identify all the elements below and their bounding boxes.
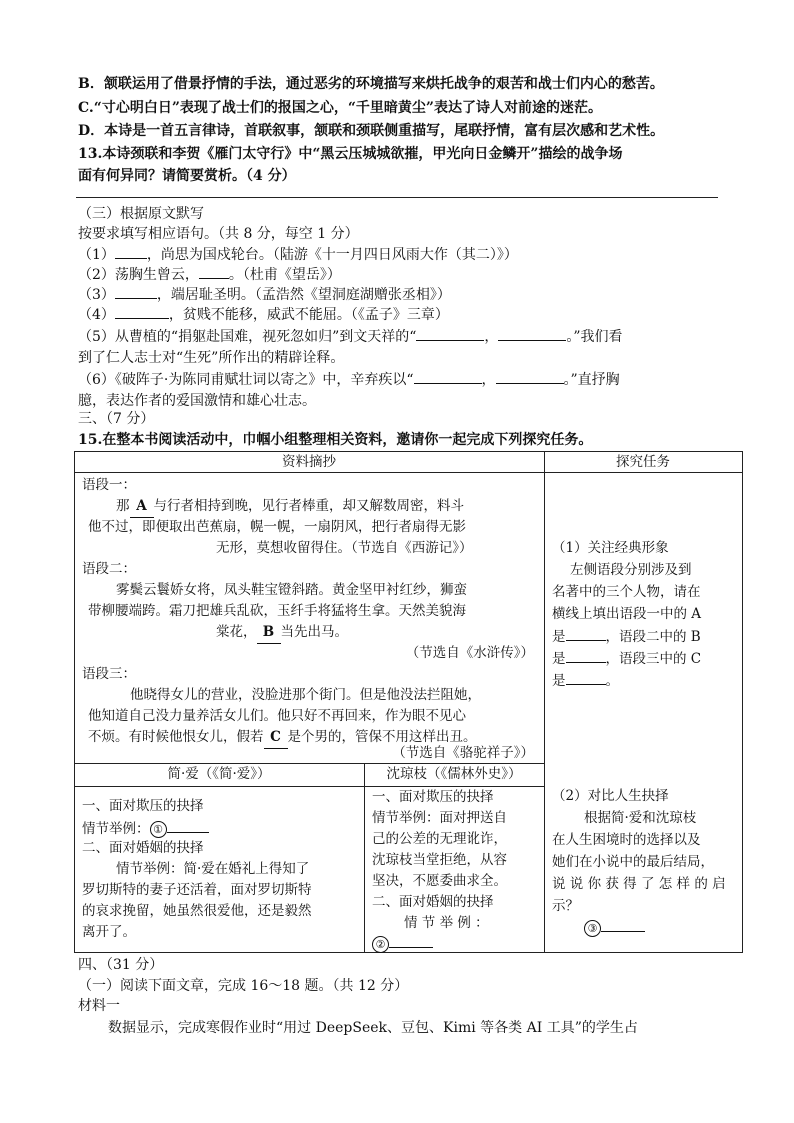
table-header-excerpts: 资料摘抄 bbox=[282, 454, 336, 470]
dictation-blank[interactable] bbox=[496, 369, 564, 384]
blank-C[interactable]: C bbox=[264, 727, 288, 749]
circle-1: ① bbox=[150, 821, 167, 838]
dictation-item-1: （1） ，尚思为国戍轮台。（陆游《十一月四日风雨大作（其二）》） bbox=[78, 244, 518, 265]
material-1-label: 材料一 bbox=[78, 998, 120, 1014]
dictation-blank[interactable] bbox=[498, 326, 566, 341]
option-b: B．颔联运用了借景抒情的手法，通过恶劣的环境描写来烘托战争的艰苦和战士们内心的愁苦。 bbox=[78, 76, 664, 92]
part4-subheading: （一）阅读下面文章，完成 16～18 题。（共 12 分） bbox=[78, 978, 409, 994]
jane-line1: 一、面对欺压的抉择 bbox=[82, 798, 204, 814]
segment-1-line1: 那 A 与行者相持到晚，见行者棒重，却又解数周密，料斗 bbox=[116, 496, 464, 518]
dictation-item-6: （6）《破阵子·为陈同甫赋壮词以寄之》中，辛弃疾以“ ， 。”直抒胸 bbox=[78, 369, 620, 390]
question-13-line2: 面有何异同？请简要赏析。（4 分） bbox=[78, 168, 296, 184]
answer-line bbox=[76, 197, 718, 198]
segment-2-line3: 棠花， B 当先出马。 bbox=[216, 622, 348, 644]
answer-blank-C[interactable] bbox=[566, 670, 606, 685]
dictation-item-2: （2）荡胸生曾云， 。（杜甫《望岳》） bbox=[78, 264, 341, 285]
shen-qiongzhi-header: 沈琼枝（《儒林外史》） bbox=[386, 766, 522, 782]
segment-3-line3: 不烦。有时候他恨女儿，假若 C 是个男的，管保不用这样出丑。 bbox=[88, 727, 477, 749]
shen-line8 bbox=[372, 933, 433, 955]
segment-2-line1: 雾鬓云鬟娇女将，凤头鞋宝镫斜踏。黄金坚甲衬红纱，狮蛮 bbox=[116, 582, 467, 598]
segment-2-label: 语段二： bbox=[82, 561, 136, 577]
answer-blank-B[interactable] bbox=[566, 648, 606, 663]
dictation-blank[interactable] bbox=[414, 369, 482, 384]
shen-line4: 沈琼枝当堂拒绝，从容 bbox=[372, 852, 507, 868]
answer-blank-1[interactable] bbox=[167, 818, 209, 833]
dictation-blank[interactable] bbox=[416, 326, 484, 341]
segment-2-line2: 带柳腰端跨。霜刀把雄兵乱砍，玉纤手将猛将生拿。天然美貌海 bbox=[88, 603, 466, 619]
task-2-title: （2）对比人生抉择 bbox=[552, 788, 669, 804]
task-1-line4: 是 ，语段二中的 B bbox=[552, 626, 701, 648]
task-2-line4: 说 说 你 获 得 了 怎 样 的 启 bbox=[552, 876, 726, 892]
shen-line7: 情 节 举 例 ： bbox=[404, 915, 489, 931]
jane-line5: 罗切斯特的妻子还活着，面对罗切斯特 bbox=[82, 882, 312, 898]
task-1-line5: 是 ，语段三中的 C bbox=[552, 648, 701, 670]
dictation-item-6-cont: 臆，表达作者的爱国激情和雄心壮志。 bbox=[78, 393, 316, 409]
task-1-line2: 名著中的三个人物，请在 bbox=[552, 584, 701, 600]
segment-3-source: （节选自《骆驼祥子》） bbox=[392, 745, 534, 761]
dictation-blank[interactable] bbox=[115, 284, 157, 299]
answer-blank-A[interactable] bbox=[566, 626, 606, 641]
jane-line3: 二、面对婚姻的抉择 bbox=[82, 840, 204, 856]
segment-3-label: 语段三： bbox=[82, 666, 136, 682]
dictation-item-5: （5）从曹植的“捐躯赴国难，视死忽如归”到文天祥的“ ， 。”我们看 bbox=[78, 326, 623, 347]
answer-blank-2[interactable] bbox=[389, 933, 433, 948]
task-1-title: （1）关注经典形象 bbox=[552, 540, 669, 556]
answer-blank-3[interactable] bbox=[601, 917, 645, 932]
question-13-line1: 13.本诗颈联和李贺《雁门太守行》中“黑云压城城欲摧，甲光向日金鳞开”描绘的战争场 bbox=[78, 146, 623, 162]
question-15: 15.在整本书阅读活动中，巾帼小组整理相关资料，邀请你一起完成下列探究任务。 bbox=[78, 432, 593, 448]
shen-line1: 一、面对欺压的抉择 bbox=[372, 789, 494, 805]
jane-line4: 情节举例：简·爱在婚礼上得知了 bbox=[116, 861, 310, 877]
segment-1-line3: 无形，莫想收留得住。（节选自《西游记》） bbox=[216, 540, 473, 556]
task-2-line1: 根据简·爱和沈琼枝 bbox=[584, 810, 697, 826]
table-header-tasks: 探究任务 bbox=[616, 454, 670, 470]
dictation-blank[interactable] bbox=[115, 304, 169, 319]
blank-B[interactable]: B bbox=[257, 622, 281, 644]
option-d: D．本诗是一首五言律诗，首联叙事，颔联和颈联侧重描写，尾联抒情，富有层次感和艺术性。 bbox=[78, 123, 665, 139]
segment-3-line1: 他晓得女儿的营业，没脸进那个街门。但是他没法拦阻她， bbox=[130, 687, 481, 703]
jane-eyre-header: 简·爱（《简·爱》） bbox=[167, 766, 271, 782]
segment-1-line2: 他不过，即便取出芭蕉扇，幌一幌，一扇阴风，把行者扇得无影 bbox=[88, 519, 466, 535]
dictation-blank[interactable] bbox=[199, 264, 229, 279]
circle-2: ② bbox=[372, 936, 389, 953]
circle-3: ③ bbox=[584, 920, 601, 937]
task-2-line2: 在人生困境时的选择以及 bbox=[552, 832, 701, 848]
jane-line2: 情节举例： ① bbox=[82, 818, 209, 840]
task-2-line5: 示？ bbox=[552, 898, 579, 914]
section3-instruction: 按要求填写相应语句。（共 8 分，每空 1 分） bbox=[78, 226, 359, 242]
task-1-line1: 左侧语段分别涉及到 bbox=[570, 562, 692, 578]
task-2-line6 bbox=[584, 917, 645, 939]
shen-line5: 坚决，不愿委曲求全。 bbox=[372, 873, 507, 889]
shen-line2: 情节举例：面对押送自 bbox=[372, 810, 507, 826]
segment-3-line2: 他知道自己没力量养活女儿们。他只好不再回来，作为眼不见心 bbox=[88, 708, 466, 724]
dictation-item-4: （4） ，贫贱不能移，威武不能屈。（《孟子》三章） bbox=[78, 304, 449, 325]
shen-line6: 二、面对婚姻的抉择 bbox=[372, 894, 494, 910]
segment-2-source: （节选自《水浒传》） bbox=[405, 645, 534, 661]
shen-line3: 己的公差的无理讹诈， bbox=[372, 831, 507, 847]
segment-1-label: 语段一： bbox=[82, 477, 136, 493]
jane-line7: 离开了。 bbox=[82, 924, 136, 940]
part4-heading: 四、（31 分） bbox=[78, 957, 164, 973]
material-1-paragraph: 数据显示，完成寒假作业时“用过 DeepSeek、豆包、Kimi 等各类 AI 工具”的学生占 bbox=[108, 1020, 638, 1036]
part3-heading: 三、（7 分） bbox=[78, 411, 155, 427]
section3-title: （三）根据原文默写 bbox=[78, 206, 204, 222]
dictation-item-3: （3） ，端居耻圣明。（孟浩然《望洞庭湖赠张丞相》） bbox=[78, 284, 451, 305]
option-c: C.“寸心明白日”表现了战士们的报国之心，“千里暗黄尘”表达了诗人对前途的迷茫。 bbox=[78, 100, 602, 116]
task-1-line3: 横线上填出语段一中的 A bbox=[552, 606, 702, 622]
dictation-blank[interactable] bbox=[115, 244, 147, 259]
jane-line6: 的哀求挽留，她虽然很爱他，还是毅然 bbox=[82, 903, 312, 919]
task-1-line6: 是 。 bbox=[552, 670, 619, 692]
dictation-item-5-cont: 到了仁人志士对“生死”所作出的精辟诠释。 bbox=[78, 350, 345, 366]
task-2-line3: 她们在小说中的最后结局， bbox=[552, 854, 714, 870]
blank-A[interactable]: A bbox=[130, 496, 154, 518]
